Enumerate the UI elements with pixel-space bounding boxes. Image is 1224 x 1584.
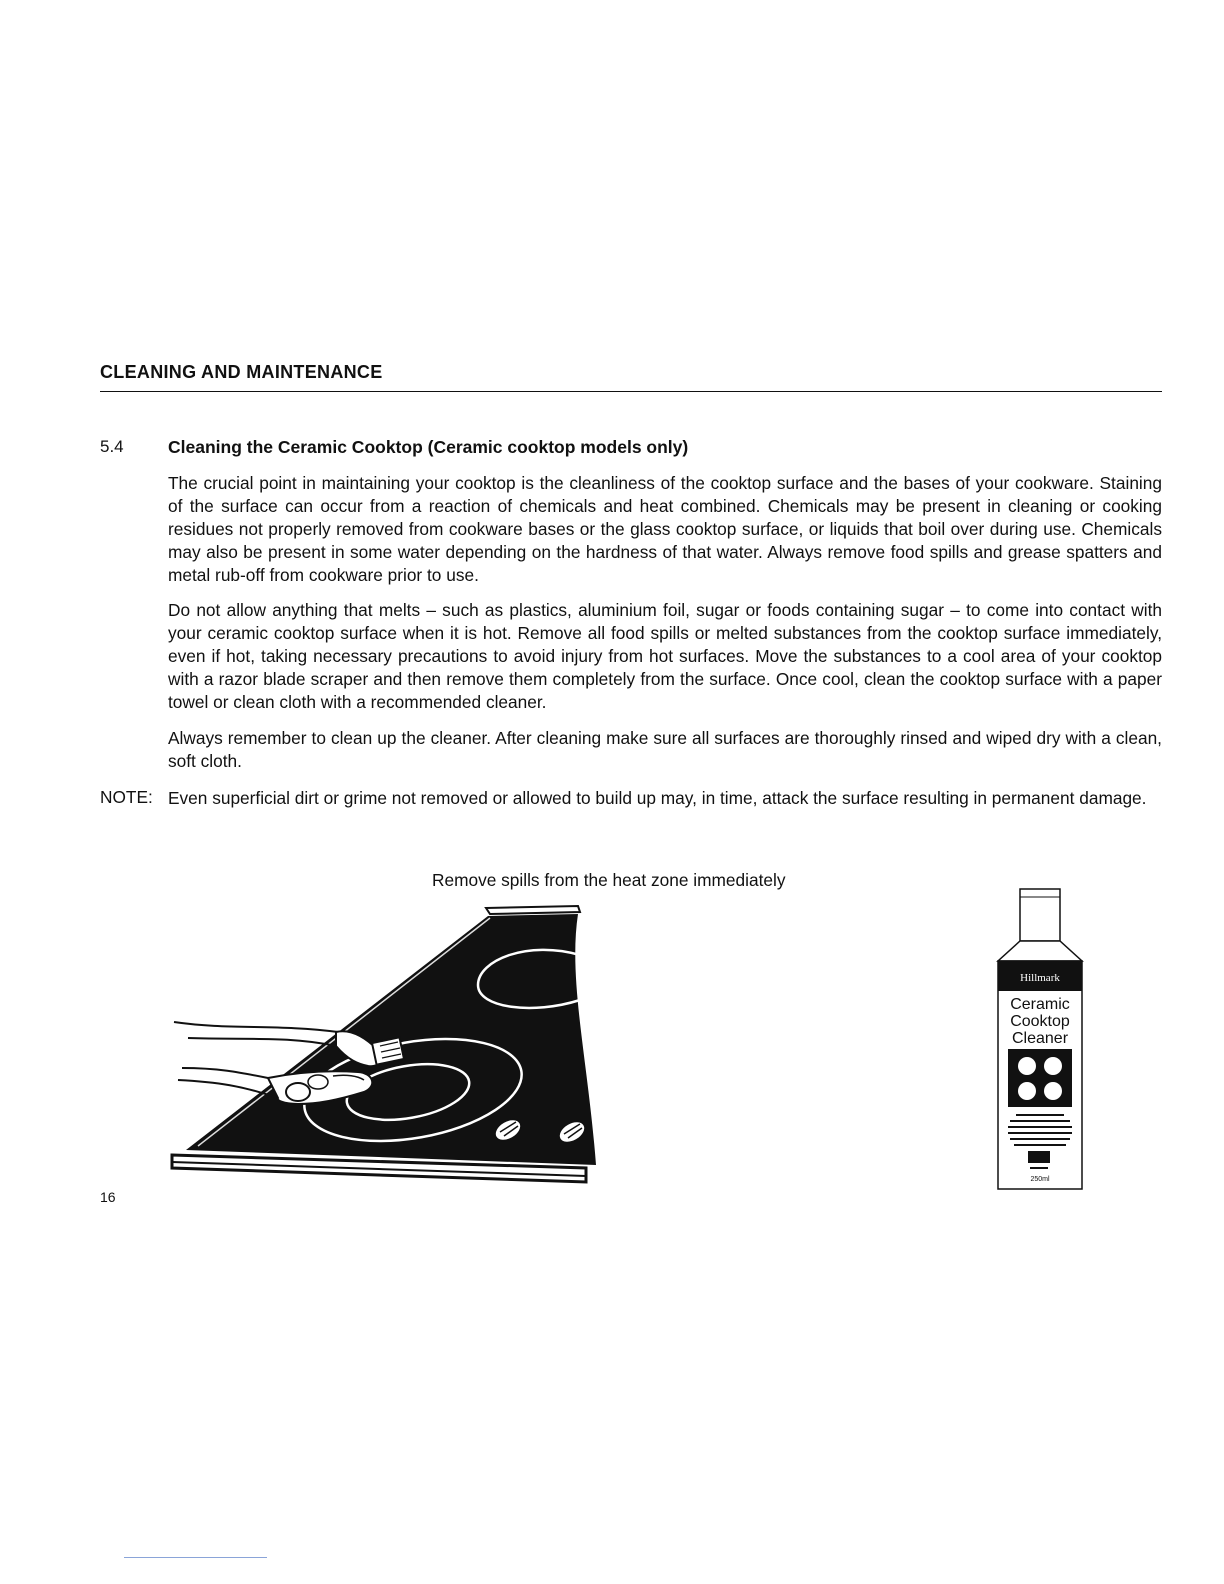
- section-number: 5.4: [100, 437, 124, 456]
- page-header: CLEANING AND MAINTENANCE: [100, 362, 383, 382]
- note-label: NOTE:: [100, 787, 153, 807]
- bottle-label-line3: Cleaner: [1011, 1030, 1069, 1047]
- figure-caption: Remove spills from the heat zone immediately: [432, 870, 786, 890]
- bottle-volume: 250ml: [1030, 1176, 1050, 1183]
- header-rule: [100, 391, 1162, 392]
- cleaner-bottle-illustration: [990, 885, 1090, 1195]
- bottle-label-line1: Ceramic: [1010, 996, 1070, 1013]
- note-text: Even superficial dirt or grime not removed or allowed to build up may, in time, attack the surface resulting in permanent damage.: [168, 788, 1147, 808]
- page-number: 16: [100, 1189, 116, 1205]
- section-title: Cleaning the Ceramic Cooktop (Ceramic cooktop models only): [168, 437, 689, 457]
- paragraph-clean-up-cleaner: Always remember to clean up the cleaner. After cleaning make sure all surfaces are thoroughly rinsed and wiped dry with a clean, soft cloth.: [168, 728, 1162, 771]
- footer-rule: [124, 1557, 267, 1558]
- paragraph-cleanliness: The crucial point in maintaining your cooktop is the cleanliness of the cooktop surface and the bases of your cookware. Staining of the surface can occur from a reaction of chemicals and heat combined. Chemicals may be present in cleaning or cooking residues not properly removed from cookware bases or the glass cooktop surface, or liquids that boil over during use. Chemicals may also be present in some water depending on the hardness of that water. Always remove food spills and grease spatters and metal rub-off from cookware prior to use.: [168, 473, 1162, 585]
- cooktop-cleaning-illustration: [168, 900, 608, 1190]
- bottle-label-line2: Cooktop: [1010, 1013, 1070, 1030]
- bottle-brand: Hillmark: [1020, 972, 1060, 984]
- paragraph-melting-substances: Do not allow anything that melts – such as plastics, aluminium foil, sugar or foods containing sugar – to come into contact with your ceramic cooktop surface when it is hot. Remove all food spills or melted substances from the cooktop surface immediately, even if hot, taking necessary precautions to avoid injury from hot surfaces. Move the substances to a cool area of your cooktop with a razor blade scraper and then remove them completely from the surface. Once cool, clean the cooktop surface with a paper towel or clean cloth with a recommended cleaner.: [168, 600, 1162, 712]
